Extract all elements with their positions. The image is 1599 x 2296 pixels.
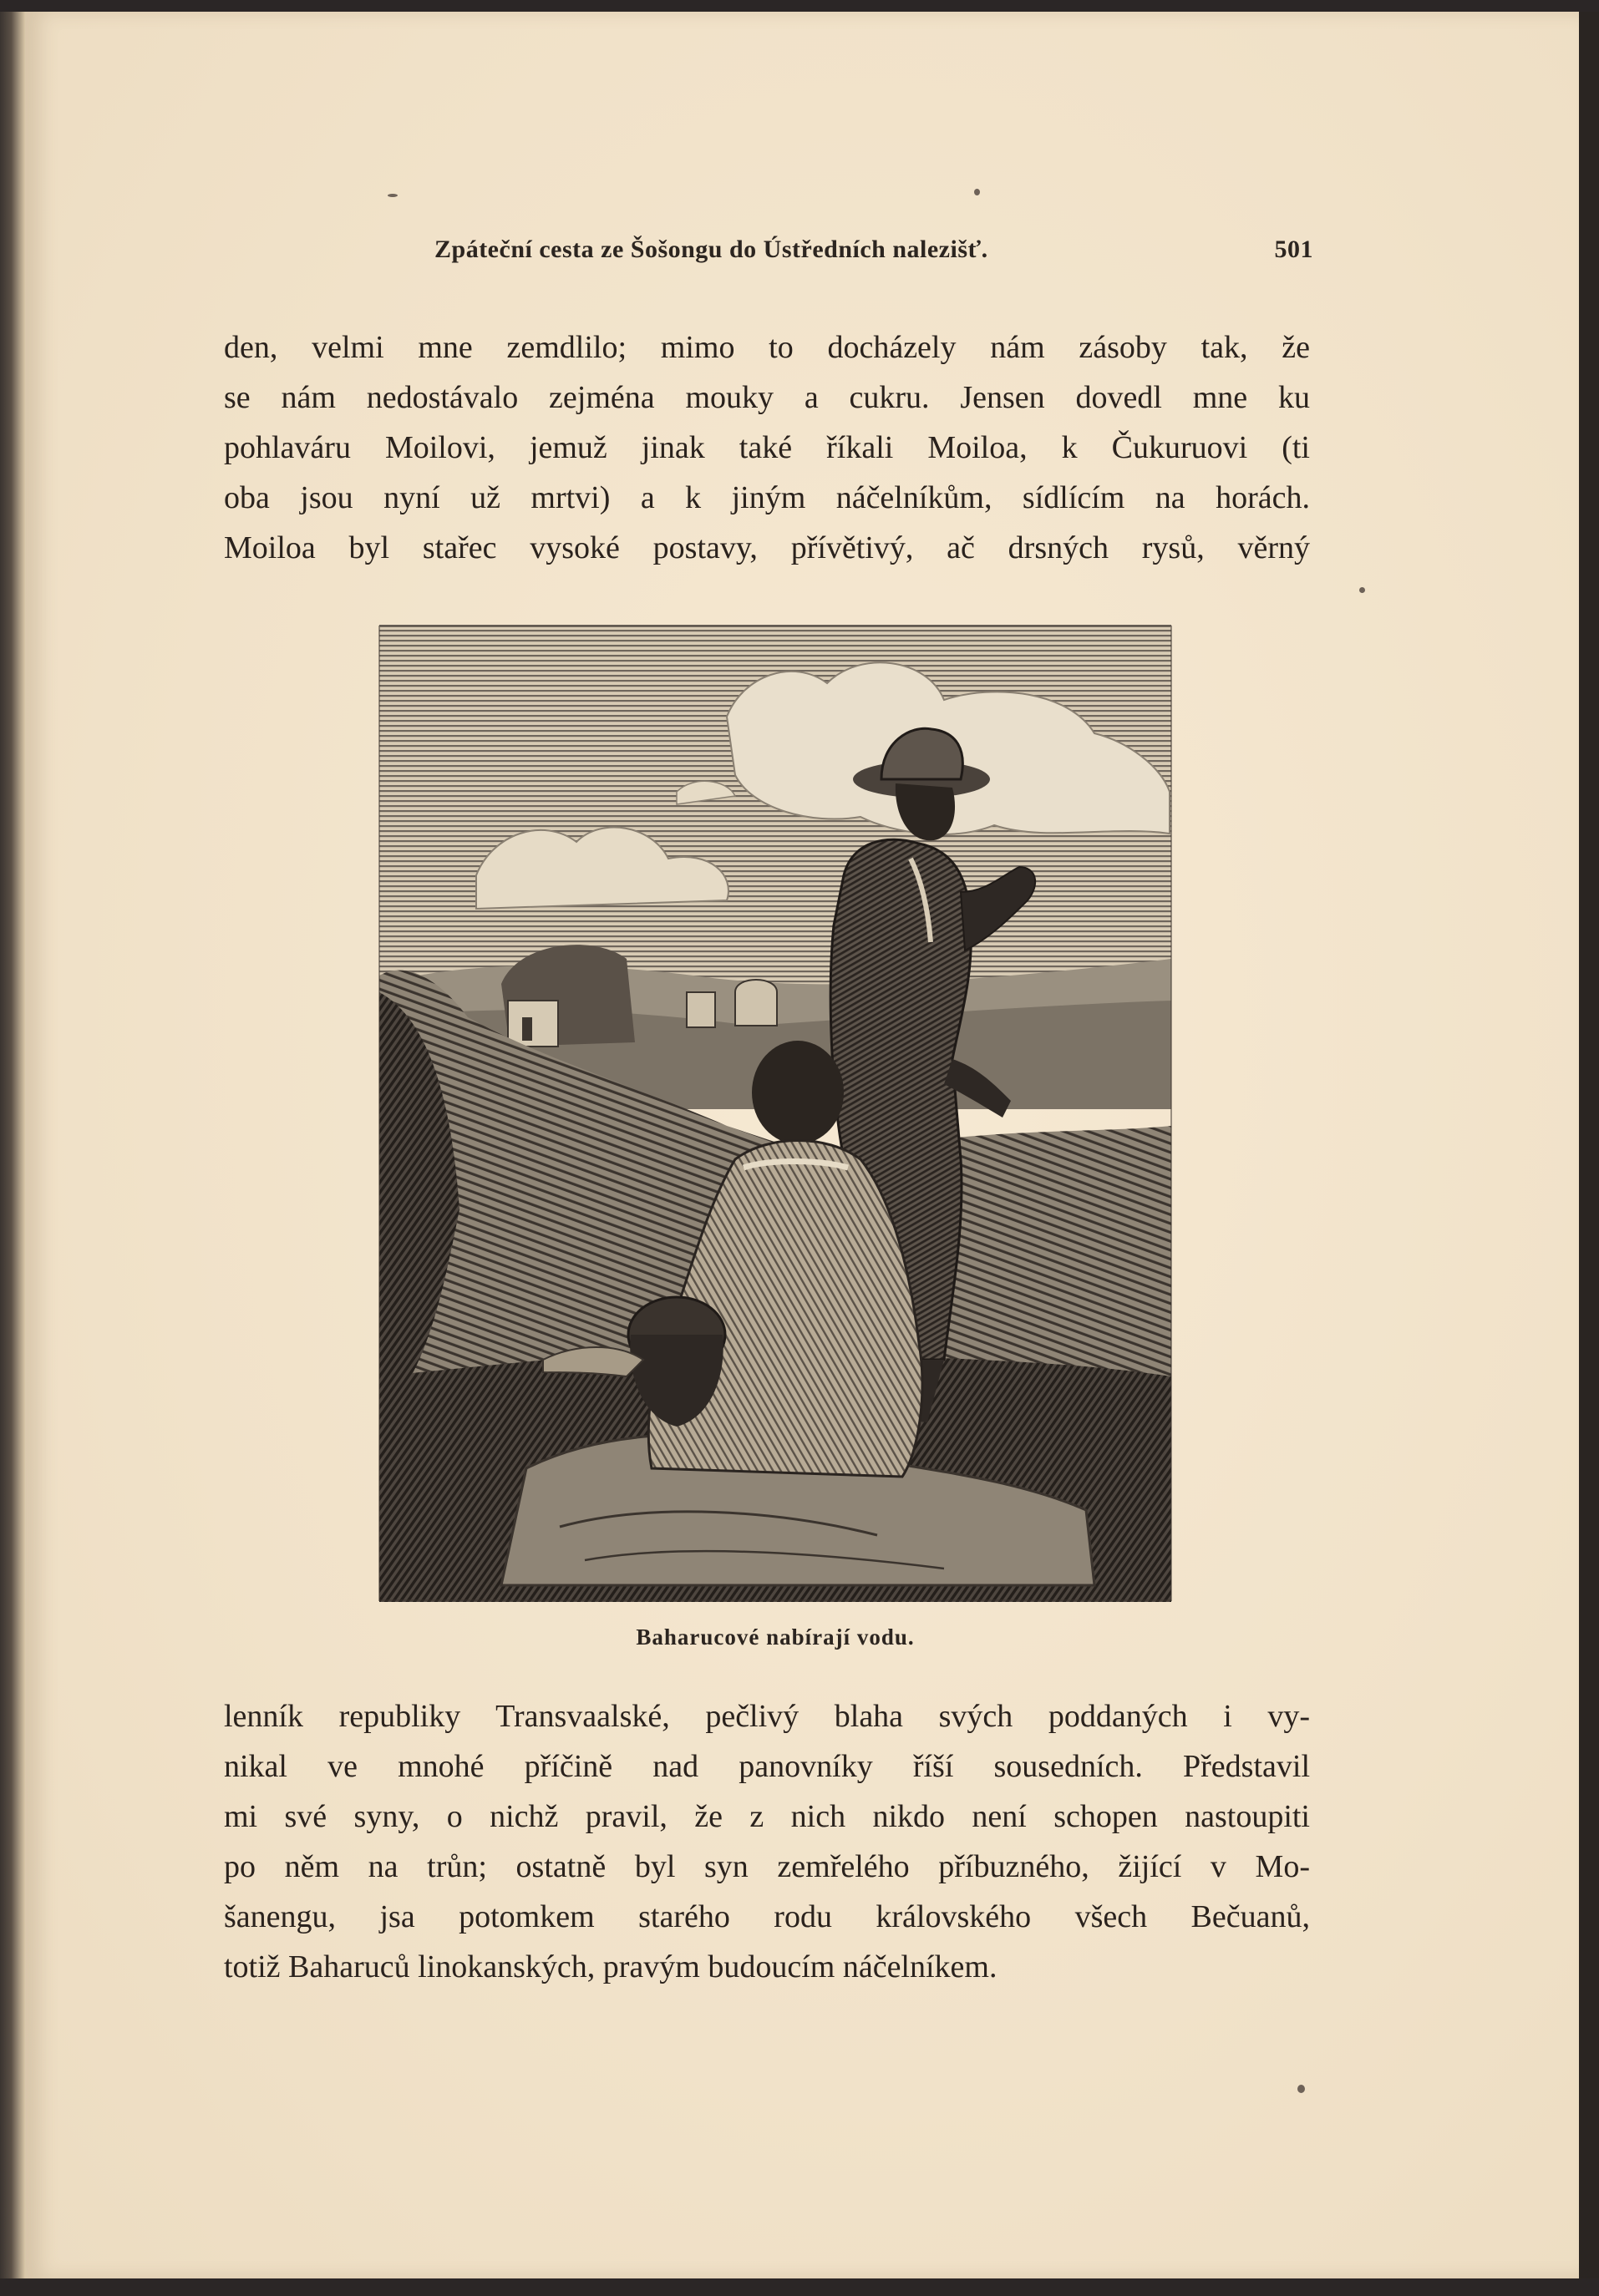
text-line: oba jsou nyní už mrtvi) a k jiným náčelníkům, sídlícím na horách.	[224, 480, 1310, 515]
text-line: totiž Baharuců linokanských, pravým budoucím náčelníkem.	[224, 1949, 997, 1984]
figure-caption: Baharucové nabírají vodu.	[636, 1624, 915, 1650]
text-line: nikal ve mnohé příčině nad panovníky říší sousedních. Představil	[224, 1749, 1310, 1784]
text-line: šanengu, jsa potomkem starého rodu královského všech Bečuanů,	[224, 1899, 1310, 1934]
text-line: se nám nedostávalo zejména mouky a cukru. Jensen dovedl mne ku	[224, 380, 1310, 415]
paper-speck	[1359, 587, 1365, 593]
text-line: po něm na trůn; ostatně byl syn zemřelého příbuzného, žijící v Mo-	[224, 1849, 1310, 1884]
text-line: mi své syny, o nichž pravil, že z nich nikdo není schopen nastoupiti	[224, 1799, 1310, 1834]
paragraph-bottom	[224, 1691, 1310, 1992]
scan-bottom-edge	[0, 2278, 1599, 2296]
running-header	[434, 236, 1313, 272]
engraving-picture	[376, 625, 1175, 1602]
paper-speck	[974, 189, 980, 195]
text-line: lenník republiky Transvaalské, pečlivý blaha svých poddaných i vy-	[224, 1699, 1310, 1734]
scan-top-edge	[0, 0, 1599, 12]
paper-speck	[388, 194, 398, 197]
paragraph-top	[224, 322, 1310, 573]
engraving-illustration	[376, 625, 1175, 1602]
paper-speck	[1297, 2085, 1305, 2093]
page-number: 501	[1274, 236, 1313, 263]
text-line: pohlaváru Moilovi, jemuž jinak také říkali Moiloa, k Čukuruovi (ti	[224, 430, 1310, 465]
text-line: den, velmi mne zemdlilo; mimo to docházely nám zásoby tak, že	[224, 330, 1310, 365]
running-title: Zpáteční cesta ze Šošongu do Ústředních nalezišť.	[434, 236, 988, 263]
text-line: Moiloa byl stařec vysoké postavy, přívětivý, ač drsných rysů, věrný	[224, 530, 1310, 565]
book-spine-edge	[0, 12, 25, 2296]
